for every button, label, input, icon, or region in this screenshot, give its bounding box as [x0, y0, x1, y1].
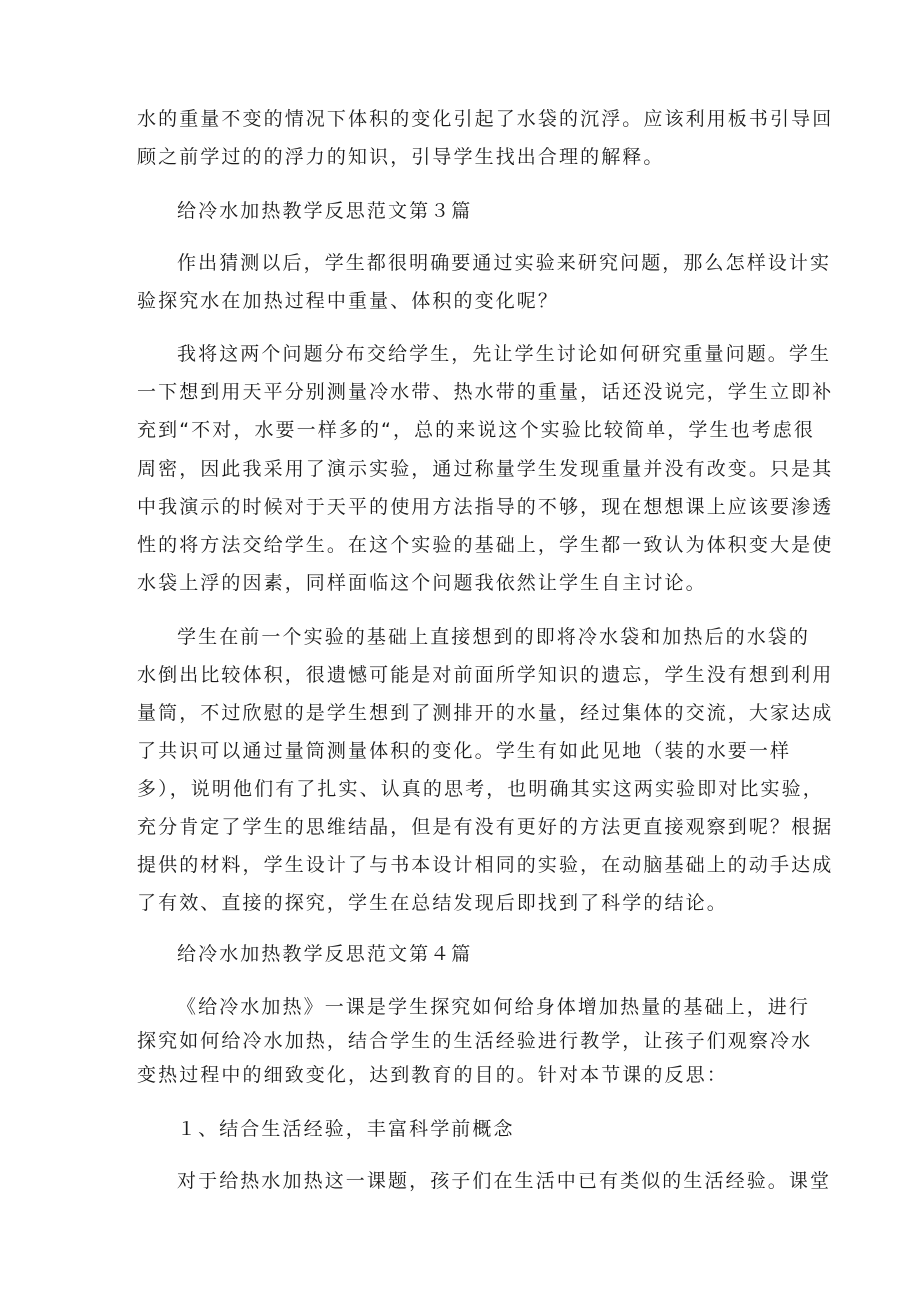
- paragraph-start: 对于给热水加热这一课题，孩子们在生活中已有类似的生活经验。课堂: [177, 1170, 832, 1192]
- text-line: 量筒，不过欣慰的是学生想到了测排开的水量，经过集体的交流，大家达成: [137, 702, 834, 724]
- text-line: 中我演示的时候对于天平的使用方法指导的不够，现在想想课上应该要渗透: [137, 496, 834, 518]
- text-line: 一下想到用天平分别测量冷水带、热水带的重量，话还没说完，学生立即补: [137, 381, 834, 403]
- paragraph-start: 我将这两个问题分布交给学生，先让学生讨论如何研究重量问题。学生: [177, 343, 832, 365]
- text-line: 充分肯定了学生的思维结晶，但是有没有更好的方法更直接观察到呢？根据: [137, 816, 834, 838]
- text-line: 水倒出比较体积，很遗憾可能是对前面所学知识的遗忘，学生没有想到利用: [137, 664, 834, 686]
- paragraph-start: 学生在前一个实验的基础上直接想到的即将冷水袋和加热后的水袋的: [177, 626, 811, 648]
- text-line: 验探究水在加热过程中重量、体积的变化呢？: [137, 290, 560, 312]
- paragraph-start: 《给冷水加热》一课是学生探究如何给身体增加热量的基础上，进行: [177, 996, 811, 1018]
- text-line: 性的将方法交给学生。在这个实验的基础上，学生都一致认为体积变大是使: [137, 534, 834, 556]
- subheading: １、结合生活经验，丰富科学前概念: [177, 1118, 515, 1140]
- paragraph-start: 作出猜测以后，学生都很明确要通过实验来研究问题，那么怎样设计实: [177, 252, 832, 274]
- text-line: 水的重量不变的情况下体积的变化引起了水袋的沉浮。应该利用板书引导回: [137, 108, 834, 130]
- text-line: 充到“不对，水要一样多的“，总的来说这个实验比较简单，学生也考虑很: [137, 419, 815, 441]
- text-line: 周密，因此我采用了演示实验，通过称量学生发现重量并没有改变。只是其: [137, 458, 834, 480]
- text-line: 提供的材料，学生设计了与书本设计相同的实验，在动脑基础上的动手达成: [137, 854, 834, 876]
- text-line: 了有效、直接的探究，学生在总结发现后即找到了科学的结论。: [137, 892, 728, 914]
- text-line: 水袋上浮的因素，同样面临这个问题我依然让学生自主讨论。: [137, 572, 707, 594]
- text-line: 多），说明他们有了扎实、认真的思考，也明确其实这两实验即对比实验，: [137, 778, 824, 800]
- text-line: 变热过程中的细致变化，达到教育的目的。针对本节课的反思：: [137, 1064, 728, 1086]
- text-line: 了共识可以通过量筒测量体积的变化。学生有如此见地（装的水要一样: [137, 740, 792, 762]
- section-heading: 给冷水加热教学反思范文第４篇: [177, 943, 473, 965]
- text-line: 顾之前学过的的浮力的知识，引导学生找出合理的解释。: [137, 146, 665, 168]
- text-line: 探究如何给冷水加热，结合学生的生活经验进行教学，让孩子们观察冷水: [137, 1030, 813, 1052]
- section-heading: 给冷水加热教学反思范文第３篇: [177, 200, 473, 222]
